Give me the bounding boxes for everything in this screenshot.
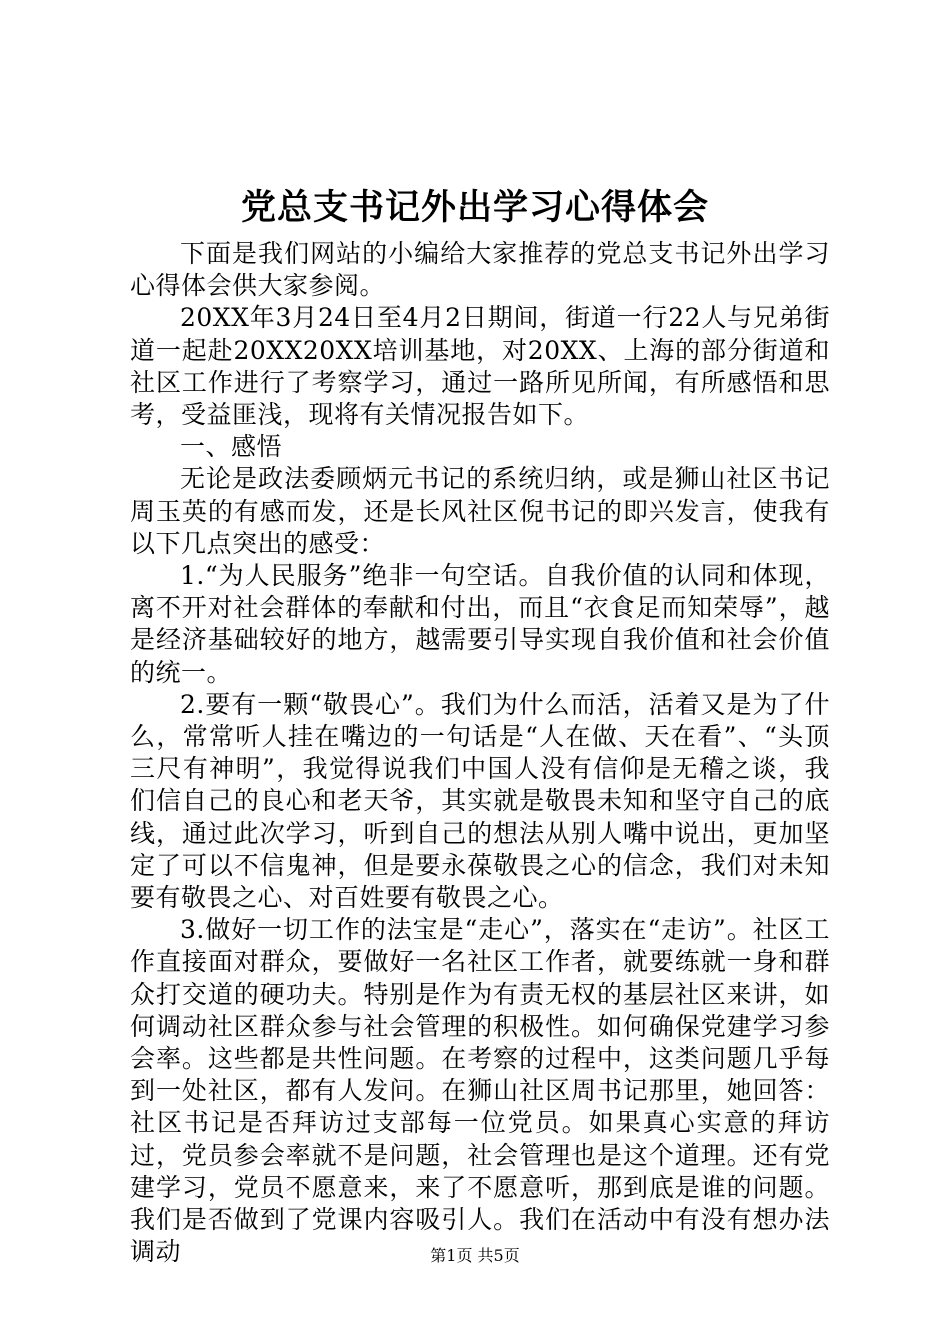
paragraph-intro: 下面是我们网站的小编给大家推荐的党总支书记外出学习心得体会供大家参阅。 [130,239,830,301]
paragraph-background: 20XX年3月24日至4月2日期间，街道一行22人与兄弟街道一起赴20XX20XX培训基地，对20XX、上海的部分街道和社区工作进行了考察学习，通过一路所见所闻，有所感悟和思考，受益匪浅，现将有关情况报告如下。 [130,303,830,430]
paragraph-point-3: 3.做好一切工作的法宝是“走心”，落实在“走访”。社区工作直接面对群众，要做好一名社区工作者，就要练就一身和群众打交道的硬功夫。特别是作为有责无权的基层社区来讲，如何调动社区群众参与社会管理的积极性。如何确保党建学习参会率。这些都是共性问题。在考察的过程中，这类问题几乎每到一处社区，都有人发问。在狮山社区周书记那里，她回答：社区书记是否拜访过支部每一位党员。如果真心实意的拜访过，党员参会率就不是问题，社会管理也是这个道理。还有党建学习，党员不愿意来，来了不愿意听，那到底是谁的问题。我们是否做到了党课内容吸引人。我们在活动中有没有想办法调动 [130,915,830,1267]
paragraph-point-1: 1.“为人民服务”绝非一句空话。自我价值的认同和体现，离不开对社会群体的奉献和付出，而且“衣食足而知荣辱”，越是经济基础较好的地方，越需要引导实现自我价值和社会价值的统一。 [130,561,830,687]
paragraph-insights-intro: 无论是政法委顾炳元书记的系统归纳，或是狮山社区书记周玉英的有感而发，还是长风社区倪书记的即兴发言，使我有以下几点突出的感受： [130,464,830,558]
page-footer: 第1页 共5页 [430,1246,520,1265]
document-body [130,238,830,1269]
paragraph-point-2: 2.要有一颗“敬畏心”。我们为什么而活，活着又是为了什么，常常听人挂在嘴边的一句话是“人在做、天在看”、“头顶三尺有神明”，我觉得说我们中国人没有信仰是无稽之谈，我们信自己的良心和老天爷，其实就是敬畏未知和坚守自己的底线，通过此次学习，听到自己的想法从别人嘴中说出，更加坚定了可以不信鬼神，但是要永葆敬畏之心的信念，我们对未知要有敬畏之心、对百姓要有敬畏之心。 [130,689,830,913]
document-title: 党总支书记外出学习心得体会 [240,187,709,228]
section-heading-insights: 一、感悟 [180,432,283,462]
